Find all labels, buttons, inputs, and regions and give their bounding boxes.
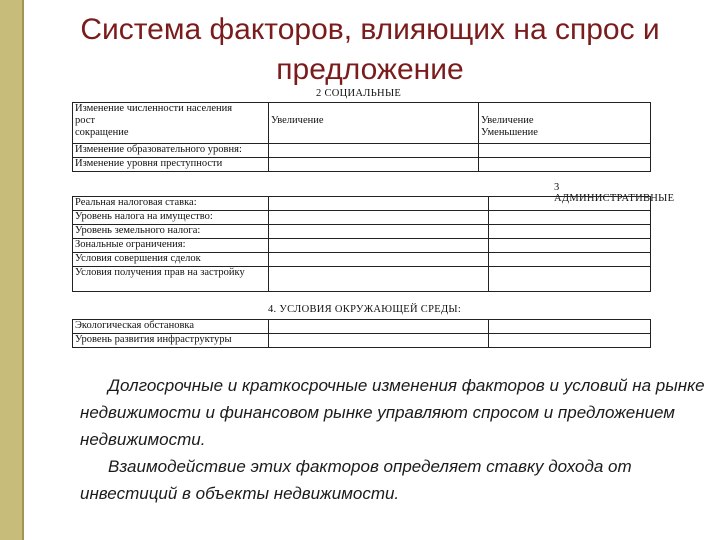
admin-table xyxy=(72,196,651,292)
table-row xyxy=(73,267,651,292)
table-cell: Изменение уровня преступности xyxy=(73,158,269,172)
table-cell: Изменение образовательного уровня: xyxy=(73,144,269,158)
table-cell xyxy=(489,197,651,211)
table-cell: Зональные ограничения: xyxy=(73,239,269,253)
table-row xyxy=(73,320,651,334)
table-cell xyxy=(489,211,651,225)
env-table xyxy=(72,319,651,348)
table-row xyxy=(73,239,651,253)
table-cell xyxy=(489,225,651,239)
table-cell: Условия получения прав на застройку xyxy=(73,267,269,292)
social-table xyxy=(72,102,651,172)
table-cell xyxy=(269,334,489,348)
table-cell xyxy=(269,144,479,158)
table-row xyxy=(73,225,651,239)
decorative-sidebar-bar xyxy=(0,0,24,540)
table-cell xyxy=(489,320,651,334)
social-section-heading: 2 СОЦИАЛЬНЫЕ xyxy=(316,88,402,99)
body-paragraph-2: Взаимодействие этих факторов определяет ставку дохода от инвестиций в объекты недвижимости. xyxy=(80,457,632,503)
cell-line: сокращение xyxy=(75,127,129,138)
table-cell: Уровень земельного налога: xyxy=(73,225,269,239)
cell-line: рост xyxy=(75,115,96,126)
table-row xyxy=(73,253,651,267)
cell-line: Изменение численности населения xyxy=(75,103,233,114)
slide-title xyxy=(60,10,680,90)
table-cell xyxy=(489,239,651,253)
table-cell: Реальная налоговая ставка: xyxy=(73,197,269,211)
table-cell xyxy=(479,144,651,158)
table-cell xyxy=(269,320,489,334)
table-row xyxy=(73,158,651,172)
cell-line: Увеличение xyxy=(271,115,324,126)
table-cell: Уровень налога на имущество: xyxy=(73,211,269,225)
body-paragraph-1: Долгосрочные и краткосрочные изменения факторов и условий на рынке недвижимости и финансовом рынке управляют спросом и предложением недвижимости. xyxy=(80,376,705,449)
table-cell xyxy=(479,158,651,172)
table-cell xyxy=(489,334,651,348)
table-cell xyxy=(269,103,479,144)
table-cell xyxy=(73,103,269,144)
table-row xyxy=(73,103,651,144)
admin-section-heading: 3 АДМИНИСТРАТИВНЫЕ xyxy=(554,182,675,204)
table-cell xyxy=(489,267,651,292)
table-row xyxy=(73,334,651,348)
table-cell xyxy=(269,225,489,239)
table-row xyxy=(73,144,651,158)
slide-body-text xyxy=(80,372,712,507)
table-cell xyxy=(489,253,651,267)
table-cell xyxy=(269,239,489,253)
table-cell: Условия совершения сделок xyxy=(73,253,269,267)
table-cell xyxy=(269,267,489,292)
table-cell xyxy=(269,197,489,211)
slide-title-line-2: предложение xyxy=(276,53,464,86)
table-row xyxy=(73,211,651,225)
scanned-factor-table xyxy=(72,86,675,350)
table-cell: Уровень развития инфраструктуры xyxy=(73,334,269,348)
table-cell xyxy=(479,103,651,144)
env-section-heading: 4. УСЛОВИЯ ОКРУЖАЮЩЕЙ СРЕДЫ: xyxy=(268,304,462,315)
table-row xyxy=(73,197,651,211)
table-cell xyxy=(269,211,489,225)
slide-title-line-1: Система факторов, влияющих на спрос и xyxy=(80,13,660,46)
table-cell xyxy=(269,158,479,172)
cell-line: Увеличение xyxy=(481,115,534,126)
cell-line: Уменьшение xyxy=(481,127,538,138)
table-cell: Экологическая обстановка xyxy=(73,320,269,334)
table-cell xyxy=(269,253,489,267)
